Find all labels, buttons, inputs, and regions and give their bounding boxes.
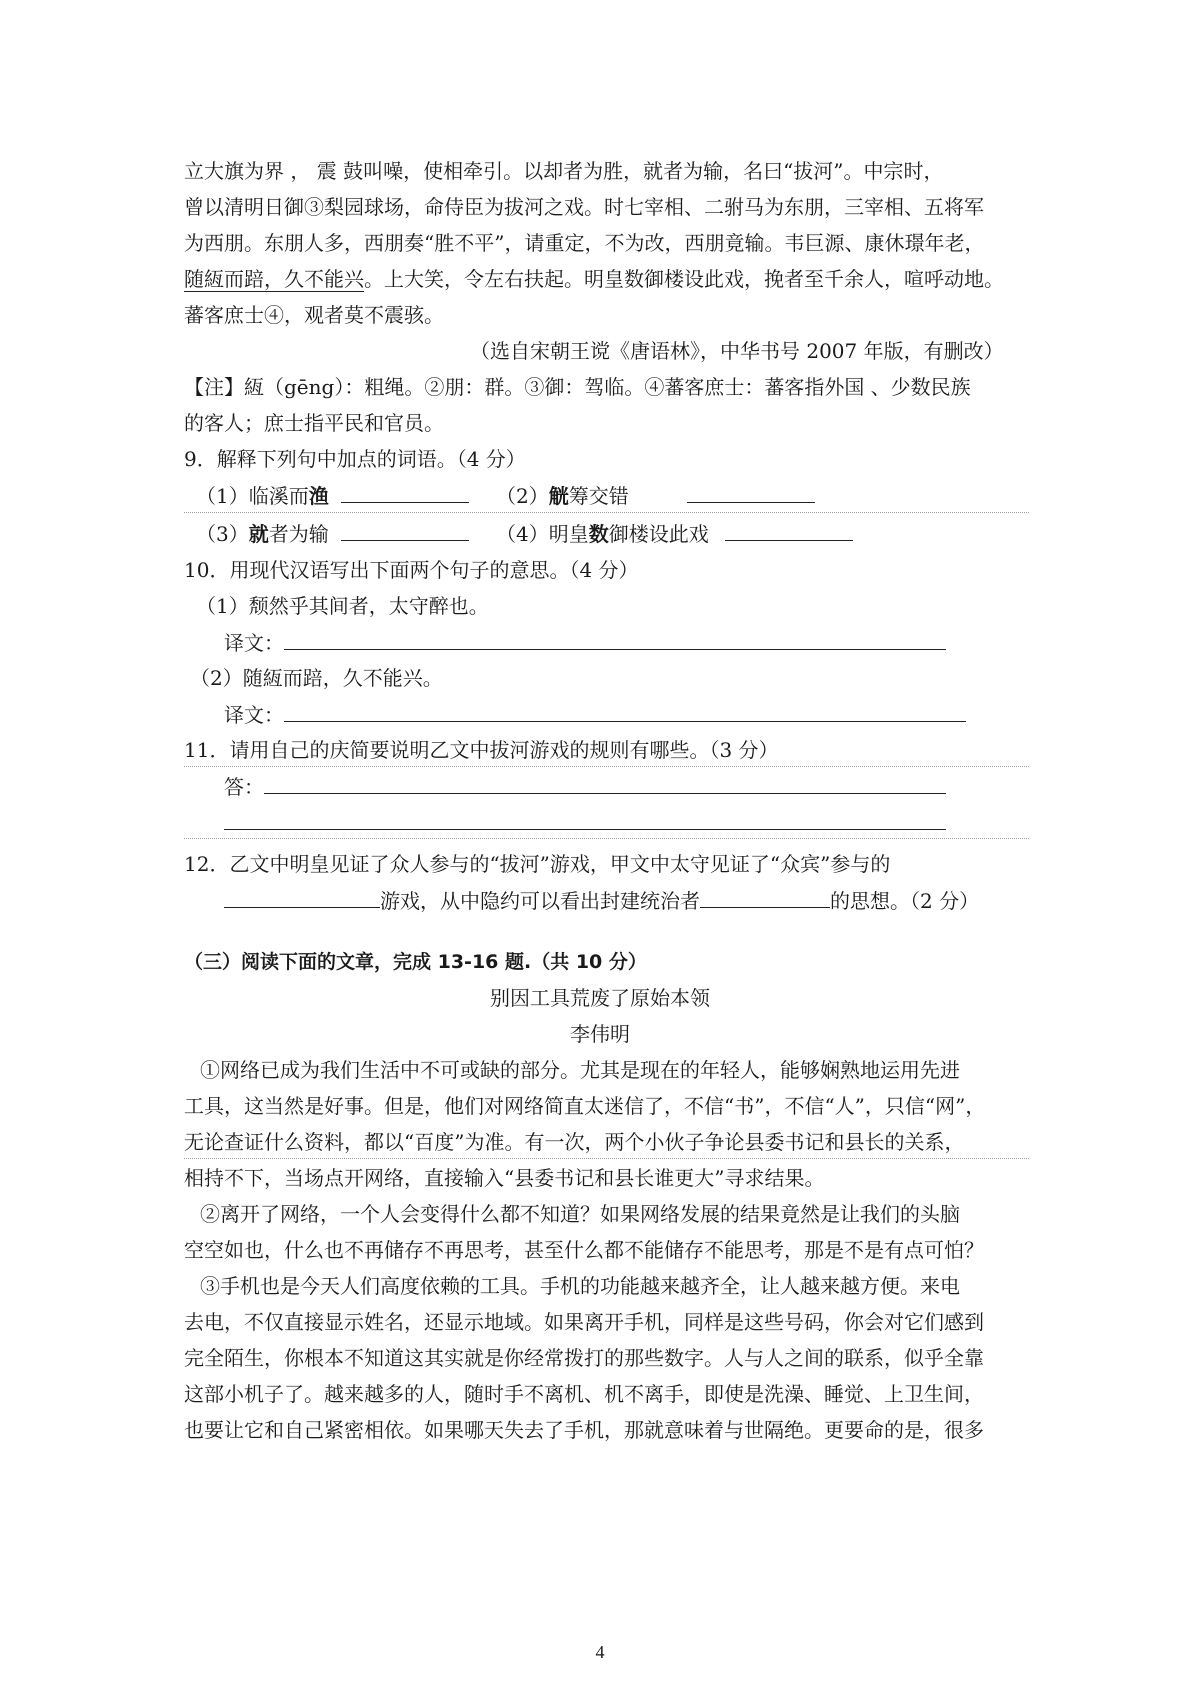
article-p1-line-4: 相持不下，当场点开网络，直接输入“县委书记和县长谁更大”寻求结果。 — [184, 1166, 825, 1190]
question-9-stem: 9．解释下列句中加点的词语。（4 分） — [184, 447, 526, 471]
q9-item-2-text: （2） — [496, 484, 549, 508]
question-12-line-2 — [224, 887, 979, 914]
underlined-sentence: 随絚而踣，久不能兴 — [184, 267, 364, 291]
question-12-line-1: 12．乙文中明皇见证了众人参与的“拔河”游戏，甲文中太守见证了“众宾”参与的 — [184, 852, 891, 876]
q9-answer-blank-1[interactable] — [341, 482, 469, 503]
translation-blank-2[interactable] — [284, 701, 966, 722]
q9-answer-blank-2[interactable] — [687, 482, 815, 503]
answer-label: 答： — [224, 775, 264, 799]
question-10-stem: 10．用现代汉语写出下面两个句子的意思。（4 分） — [184, 558, 639, 582]
translation-label-2: 译文： — [224, 703, 284, 727]
article-p3-line-4: 这部小机子了。越来越多的人，随时手不离机、机不离手，即使是洗澡、睡觉、上卫生间， — [184, 1382, 984, 1406]
translation-label-1: 译文： — [224, 631, 284, 655]
article-p3-line-1: ③手机也是今天人们高度依赖的工具。手机的功能越来越齐全，让人越来越方便。来电 — [200, 1274, 960, 1298]
question-9-item-2 — [496, 482, 815, 509]
dotted-divider — [184, 512, 1029, 513]
question-10-translation-2 — [224, 701, 966, 728]
question-9-item-3 — [196, 520, 469, 547]
passage-line-4-rest: 。上大笑，令左右扶起。明皇数御楼设此戏，挽者至千余人，喧呼动地。 — [364, 267, 1004, 291]
passage-line-2: 曾以清明日御③梨园球场，命侍臣为拔河之戏。时七宰相、二驸马为东朋，三宰相、五将军 — [184, 195, 984, 219]
q9-answer-blank-4[interactable] — [725, 520, 853, 541]
answer-blank-2[interactable] — [224, 809, 946, 830]
q12-blank-2[interactable] — [700, 887, 830, 908]
annotation-line-2: 的客人；庶士指平民和官员。 — [184, 411, 444, 435]
question-11-answer — [224, 773, 946, 800]
question-10-sentence-1: （1）颓然乎其间者，太守醉也。 — [196, 594, 489, 618]
q9-item-1-key: 渔 — [308, 484, 329, 508]
q9-item-2-text-post: 筹交错 — [568, 484, 629, 508]
article-author: 李伟明 — [570, 1022, 630, 1046]
q12-text-mid: 游戏，从中隐约可以看出封建统治者 — [380, 889, 700, 913]
question-9-item-1 — [196, 482, 469, 509]
q12-text-end: 的思想。（2 分） — [830, 889, 980, 913]
question-11-stem: 11．请用自己的庆简要说明乙文中拔河游戏的规则有哪些。（3 分） — [184, 738, 779, 762]
annotation-line-1: 【注】絚（gēng）：粗绳。②朋：群。③御：驾临。④蕃客庶士：蕃客指外国 、少数民族 — [184, 375, 971, 399]
passage-line-3: 为西朋。东朋人多，西朋奏“胜不平”，请重定，不为改，西朋竟输。韦巨源、康休璟年老， — [184, 231, 985, 255]
article-p2-line-2: 空空如也，什么也不再储存不再思考，甚至什么都不能储存不能思考，那是不是有点可怕？ — [184, 1238, 984, 1262]
article-p1-line-2: 工具，这当然是好事。但是，他们对网络简直太迷信了，不信“书”，不信“人”，只信“网”， — [184, 1094, 986, 1118]
q9-item-3-text: （3） — [196, 522, 249, 546]
article-p1-line-3: 无论查证什么资料，都以“百度”为准。有一次，两个小伙子争论县委书记和县长的关系， — [184, 1130, 965, 1154]
q9-answer-blank-3[interactable] — [341, 520, 469, 541]
article-p3-line-3: 完全陌生，你根本不知道这其实就是你经常拨打的那些数字。人与人之间的联系，似乎全靠 — [184, 1346, 984, 1370]
page-number: 4 — [595, 1642, 605, 1662]
translation-blank-1[interactable] — [284, 629, 946, 650]
passage-source: （选自宋朝王谠《唐语林》，中华书号 2007 年版，有删改） — [470, 339, 1004, 363]
article-p2-line-1: ②离开了网络，一个人会变得什么都不知道？如果网络发展的结果竟然是让我们的头脑 — [200, 1202, 960, 1226]
q9-item-3-text-post: 者为输 — [268, 522, 329, 546]
passage-line-4 — [184, 266, 1004, 292]
q9-item-2-key: 觥 — [548, 484, 569, 508]
answer-blank-1[interactable] — [264, 773, 946, 794]
q12-blank-1[interactable] — [224, 887, 380, 908]
dotted-divider — [184, 766, 1029, 767]
section-3-heading: （三）阅读下面的文章，完成 13-16 题.（共 10 分） — [184, 951, 647, 973]
question-10-translation-1 — [224, 629, 946, 656]
article-p3-line-5: 也要让它和自己紧密相依。如果哪天失去了手机，那就意味着与世隔绝。更要命的是，很多 — [184, 1418, 984, 1442]
q9-item-4-text: （4）明皇 — [496, 522, 589, 546]
question-11-answer-line-2 — [224, 809, 946, 836]
q9-item-1-text: （1）临溪而 — [196, 484, 309, 508]
passage-line-5: 蕃客庶士④，观者莫不震骇。 — [184, 303, 444, 327]
question-10-sentence-2: （2）随絚而踣，久不能兴。 — [190, 666, 443, 690]
dotted-divider — [184, 1158, 1029, 1159]
question-9-item-4 — [496, 520, 853, 547]
dotted-divider — [184, 838, 1029, 839]
passage-line-1: 立大旗为界 ， 震 鼓叫噪，使相牵引。以却者为胜，就者为输，名曰“拔河”。中宗时， — [184, 159, 944, 183]
q9-item-3-key: 就 — [248, 522, 269, 546]
article-p1-line-1: ①网络已成为我们生活中不可或缺的部分。尤其是现在的年轻人，能够娴熟地运用先进 — [200, 1058, 960, 1082]
article-title: 别因工具荒废了原始本领 — [490, 986, 710, 1010]
q9-item-4-text-post: 御楼设此戏 — [608, 522, 709, 546]
q9-item-4-key: 数 — [588, 522, 609, 546]
article-p3-line-2: 去电，不仅直接显示姓名，还显示地域。如果离开手机，同样是这些号码，你会对它们感到 — [184, 1310, 984, 1334]
